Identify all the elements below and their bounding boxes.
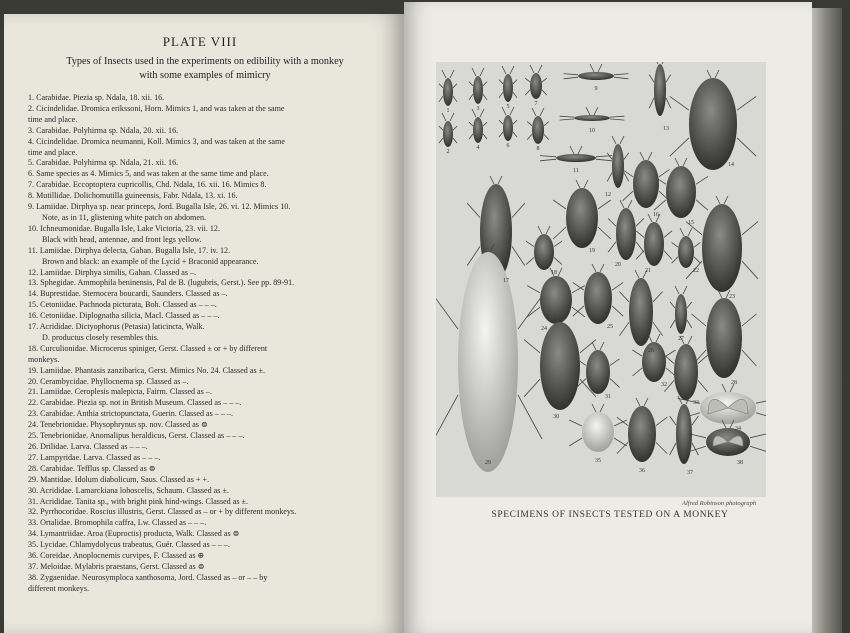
insect-specimen bbox=[473, 117, 483, 143]
specimen-number: 28 bbox=[731, 380, 737, 386]
insect-specimen bbox=[443, 78, 453, 106]
specimen-number: 1 bbox=[446, 108, 450, 114]
list-entry: D. productus closely resembles this. bbox=[42, 332, 159, 342]
insect-specimen bbox=[582, 412, 614, 452]
specimen-number: 34 bbox=[735, 426, 741, 432]
list-entry: 10. Ichneumonidae. Bugalla Isle, Lake Victoria, 23. vii. 12. bbox=[28, 223, 220, 233]
list-entry: 23. Carabidae. Anthia strictopunctata, Guerin. Classed as – – –. bbox=[28, 409, 233, 419]
insect-specimens-figure bbox=[436, 62, 766, 497]
list-entry: 18. Curculionidae. Microcerus spiniger, Gerst. Classed ± or + by different bbox=[28, 343, 268, 353]
specimen-number: 12 bbox=[605, 192, 611, 198]
subtitle-line: Types of Insects used in the experiments on edibility with a monkey bbox=[66, 56, 344, 67]
list-entry: 5. Carabidae. Polyhirma sp. Ndala, 21. xii. 16. bbox=[28, 158, 179, 168]
plate-subtitle bbox=[30, 55, 380, 82]
insect-specimen bbox=[574, 115, 610, 121]
list-entry: 28. Carabidae. Tefflus sp. Classed as ⊜ bbox=[28, 463, 156, 473]
insect-specimen bbox=[678, 236, 694, 268]
list-entry: 24. Tenebrionidae. Physophrynus sp. nov. Classed as ⊜ bbox=[28, 420, 208, 430]
list-entry: 27. Lampyridae. Larva. Classed as – – –. bbox=[28, 452, 161, 462]
specimen-number: 10 bbox=[589, 128, 595, 134]
insect-specimen bbox=[540, 322, 580, 410]
list-entry: 2. Cicindelidae. Dromica erikssoni, Horn. Mimics 1, and was taken at the same bbox=[28, 103, 285, 113]
specimen-number: 37 bbox=[687, 470, 693, 476]
specimen-number: 3 bbox=[476, 106, 480, 112]
specimen-number: 13 bbox=[663, 126, 669, 132]
insect-specimen bbox=[566, 188, 598, 248]
list-entry: 37. Meloidae. Mylabris praestans, Gerst. Classed as ⊜ bbox=[28, 561, 205, 571]
insect-specimen bbox=[612, 144, 624, 188]
plate-title: PLATE VIII bbox=[162, 34, 238, 49]
book-page-edges bbox=[812, 8, 842, 633]
specimen-number: 33 bbox=[693, 400, 699, 406]
specimen-number: 22 bbox=[693, 268, 699, 274]
list-entry: Brown and black: an example of the Lycid + Braconid appearance. bbox=[42, 256, 259, 266]
list-entry: 9. Lamiidae. Dirphya sp. near princeps, Jord. Bugalla Isle, 26. vi. 12. Mimics 10. bbox=[28, 202, 291, 212]
list-entry: Black with head, antennae, and front legs yellow. bbox=[42, 234, 202, 244]
insect-specimen bbox=[675, 294, 687, 334]
insect-specimen bbox=[674, 344, 698, 400]
insect-specimen bbox=[578, 72, 614, 80]
insect-specimen bbox=[503, 74, 513, 102]
list-entry: 20. Cerambycidae. Phyllocnema sp. Classed as –. bbox=[28, 376, 189, 386]
specimen-number: 36 bbox=[639, 468, 645, 474]
list-entry: 11. Lamiidae. Dirphya delecta, Gahan. Bugalla Isle, 17. iv. 12. bbox=[28, 245, 231, 255]
list-entry: 4. Cicindelidae. Dromica neumanni, Koll. Mimics 3, and was taken at the same bbox=[28, 136, 285, 146]
specimen-number: 2 bbox=[446, 149, 450, 155]
list-entry: 36. Coreidae. Anoplocnemis curvipes, F. Classed as ⊕ bbox=[28, 551, 205, 561]
specimen-number: 23 bbox=[729, 294, 735, 300]
specimen-number: 18 bbox=[551, 270, 557, 276]
list-entry: 17. Acrididae. Dictyophorus (Petasia) laticincta, Walk. bbox=[28, 322, 205, 332]
specimen-number: 11 bbox=[573, 168, 579, 174]
specimen-number: 17 bbox=[503, 278, 509, 284]
insect-specimen bbox=[642, 342, 666, 382]
list-entry: 31. Acrididae. Tanita sp., with bright pink hind-wings. Classed as ±. bbox=[28, 496, 248, 506]
list-entry: monkeys. bbox=[28, 354, 60, 364]
specimen-number: 5 bbox=[506, 104, 510, 110]
list-entry: 19. Lamiidae. Phantasis zanzibarica, Gerst. Mimics No. 24. Classed as ±. bbox=[28, 365, 266, 375]
insect-specimen bbox=[629, 278, 653, 346]
list-entry: 38. Zygaenidae. Neurosymploca xanthosoma, Jord. Classed as – or – – by bbox=[28, 572, 268, 582]
specimen-number: 4 bbox=[476, 145, 480, 151]
specimen-number: 14 bbox=[728, 162, 734, 168]
specimen-number: 31 bbox=[605, 394, 611, 400]
list-entry: different monkeys. bbox=[28, 583, 89, 593]
list-entry: 12. Lamiidae. Dirphya similis, Gahan. Classed as –. bbox=[28, 267, 197, 277]
subtitle-line: with some examples of mimicry bbox=[139, 69, 271, 81]
list-entry: 26. Drilidae. Larva. Classed as – – –. bbox=[28, 442, 148, 451]
specimen-number: 20 bbox=[615, 262, 621, 268]
list-entry: Note, as in 11, glistening white patch on abdomen. bbox=[42, 212, 207, 222]
list-entry: 34. Lymantriidae. Aroa (Euproctis) producta, Walk. Classed as ⊜ bbox=[28, 529, 240, 539]
specimen-number: 7 bbox=[534, 101, 538, 107]
plate-caption: SPECIMENS OF INSECTS TESTED ON A MONKEY bbox=[491, 510, 729, 520]
specimen-number: 25 bbox=[607, 324, 613, 330]
specimen-number: 6 bbox=[506, 143, 510, 149]
list-entry: 30. Acrididae. Lamarckiana loboscelis, Schaum. Classed as ±. bbox=[28, 485, 229, 495]
list-entry: 3. Carabidae. Polyhirma sp. Ndala, 20. xii. 16. bbox=[28, 125, 179, 135]
specimen-number: 30 bbox=[553, 414, 559, 420]
insect-plate-photograph bbox=[436, 62, 766, 497]
list-entry: 15. Cetoniidae. Pachnoda picturata, Boh. Classed as – – –. bbox=[28, 300, 217, 310]
insect-specimen bbox=[458, 252, 518, 472]
list-entry: 32. Pyrrhocoridae. Roscius illustris, Gerst. Classed as – or + by different monkeys. bbox=[28, 507, 297, 517]
list-entry: 16. Cetoniidae. Diplognatha silicia, Macl. Classed as – – –. bbox=[28, 311, 220, 321]
specimen-number: 24 bbox=[541, 326, 547, 332]
insect-specimen bbox=[702, 204, 742, 292]
list-entry: 35. Lycidae. Chlamydolycus trabeatus, Guér. Classed as – – –. bbox=[28, 540, 230, 550]
insect-specimen bbox=[534, 234, 554, 270]
insect-specimen bbox=[584, 272, 612, 324]
specimen-number: 8 bbox=[536, 146, 540, 152]
photo-credit: Alfred Robinson photograph bbox=[682, 500, 757, 507]
list-entry: 25. Tenebrionidae. Anomalipus heraldicus, Gerst. Classed as – – –. bbox=[28, 431, 245, 441]
insect-specimen bbox=[706, 298, 742, 378]
insect-specimen bbox=[628, 406, 656, 462]
insect-specimen bbox=[556, 154, 596, 162]
specimen-number: 15 bbox=[688, 220, 694, 226]
list-entry: 7. Carabidae. Eccoptoptera cupricollis, Chd. Ndala, 16. xii. 16. Mimics 8. bbox=[28, 180, 267, 190]
list-entry: time and place. bbox=[28, 114, 78, 124]
specimen-number: 29 bbox=[485, 460, 491, 466]
list-entry: time and place. bbox=[28, 147, 78, 157]
specimen-number: 32 bbox=[661, 382, 667, 388]
insect-specimen bbox=[443, 121, 453, 147]
list-entry: 22. Carabidae. Piezia sp. not in British Museum. Classed as – – –. bbox=[28, 398, 242, 408]
specimen-number: 38 bbox=[737, 460, 743, 466]
insect-specimen bbox=[689, 78, 737, 170]
insect-specimen bbox=[666, 166, 696, 218]
insect-list bbox=[28, 93, 390, 595]
insect-specimen bbox=[654, 64, 666, 116]
insect-specimen bbox=[616, 208, 636, 260]
insect-specimen bbox=[530, 73, 542, 99]
insect-specimen bbox=[633, 160, 659, 208]
list-entry: 8. Mutillidae. Dolichomutilla guineensis, Fabr. Ndala, 13. xi. 16. bbox=[28, 191, 238, 201]
specimen-number: 27 bbox=[678, 336, 684, 342]
specimen-number: 19 bbox=[589, 248, 595, 254]
list-entry: 14. Buprestidae. Sternocera boucardi, Saunders. Classed as –. bbox=[28, 289, 228, 299]
insect-specimen bbox=[540, 276, 572, 324]
insect-specimen bbox=[644, 222, 664, 266]
specimen-number: 35 bbox=[595, 458, 601, 464]
list-entry: 13. Sphegidae. Ammophila beninensis, Pal de B. (lugubris, Gerst.). See pp. 89-91. bbox=[28, 278, 295, 288]
specimen-number: 26 bbox=[648, 348, 654, 354]
specimen-number: 21 bbox=[645, 268, 651, 274]
specimen-number: 16 bbox=[653, 212, 659, 218]
insect-specimen bbox=[532, 116, 544, 144]
insect-specimen bbox=[473, 76, 483, 104]
list-entry: 33. Ortalidae. Bromophila caffra, Lw. Classed as – – –. bbox=[28, 518, 207, 528]
insect-specimen bbox=[503, 115, 513, 141]
list-entry: 6. Same species as 4. Mimics 5, and was taken at the same time and place. bbox=[28, 169, 269, 179]
insect-specimen bbox=[586, 350, 610, 394]
list-entry: 29. Mantidae. Idolum diabolicum, Saus. Classed as + +. bbox=[28, 474, 210, 484]
specimen-number: 9 bbox=[594, 86, 598, 92]
list-entry: 21. Lamiidae. Ceroplesis malepicta, Fairm. Classed as –. bbox=[28, 387, 212, 397]
list-entry: 1. Carabidae. Piezia sp. Ndala, 18. xii. 16. bbox=[28, 93, 165, 102]
